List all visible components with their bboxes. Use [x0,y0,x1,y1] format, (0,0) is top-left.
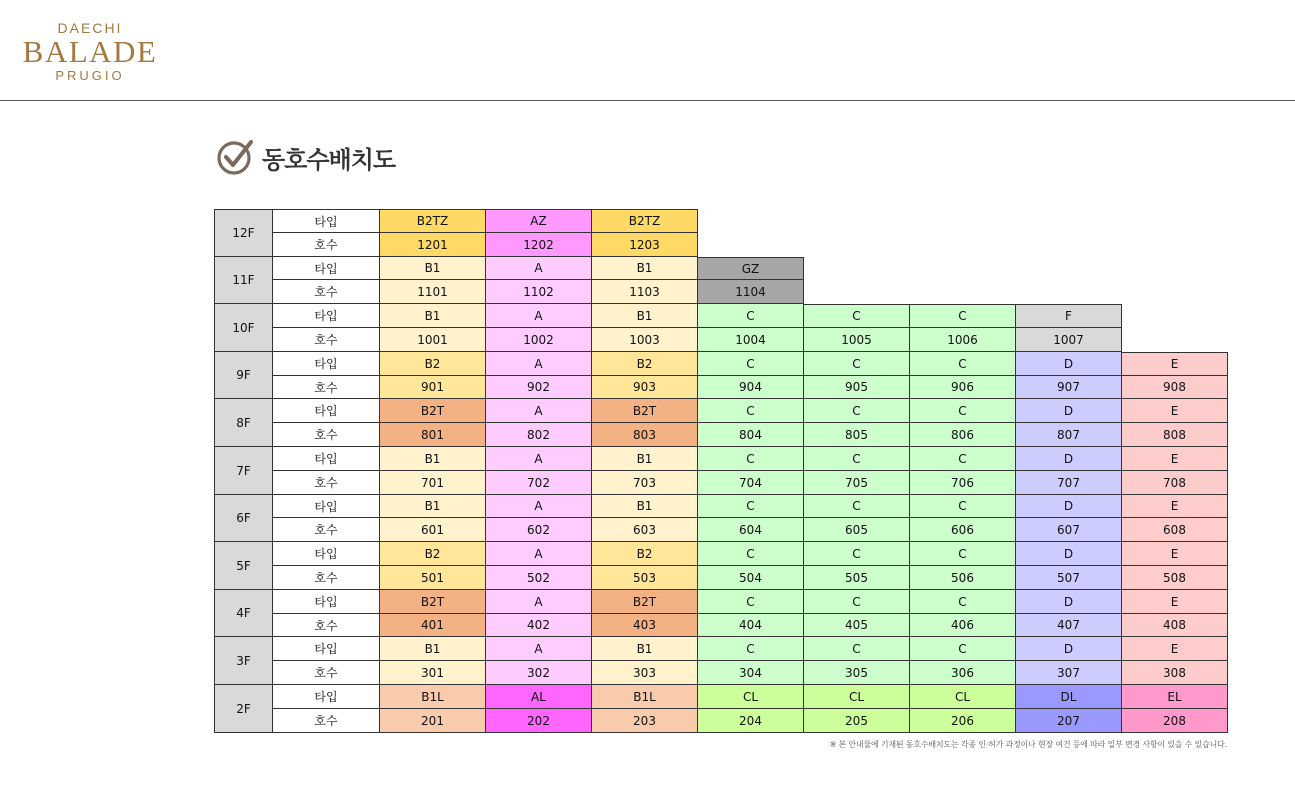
unit-number-cell: 706 [910,471,1016,495]
unit-type-cell: B1 [380,637,486,661]
floor-label: 12F [214,209,273,257]
brand-line-2: BALADE [22,34,158,69]
unit-number-cell: 406 [910,614,1016,637]
unit-type-cell: D [1016,352,1122,376]
type-row-label: 타입 [273,637,380,661]
unit-number-cell: 506 [910,566,1016,590]
unit-type-cell: A [486,495,592,518]
unit-number-cell: 1104 [698,280,804,304]
unit-number-cell: 701 [380,471,486,495]
section-title-text: 동호수배치도 [262,145,396,174]
unit-row-label: 호수 [273,423,380,447]
floor-label: 7F [214,447,273,495]
unit-type-cell: E [1122,399,1228,423]
unit-number-cell: 207 [1016,709,1122,733]
unit-number-cell: 407 [1016,614,1122,637]
unit-row-label: 호수 [273,280,380,304]
unit-number-cell: 204 [698,709,804,733]
unit-number-cell: 1203 [592,233,698,257]
unit-number-cell: 608 [1122,518,1228,542]
unit-number-cell: 403 [592,614,698,637]
unit-type-cell: E [1122,352,1228,376]
unit-number-cell: 1007 [1016,328,1122,352]
floor-label: 2F [214,685,273,733]
unit-number-cell: 401 [380,614,486,637]
unit-type-cell: C [698,590,804,614]
unit-number-cell: 605 [804,518,910,542]
unit-type-cell: D [1016,495,1122,518]
unit-row-label: 호수 [273,614,380,637]
unit-number-cell: 503 [592,566,698,590]
unit-number-cell: 805 [804,423,910,447]
unit-row-label: 호수 [273,661,380,685]
unit-number-cell: 201 [380,709,486,733]
unit-number-cell: 306 [910,661,1016,685]
unit-number-cell: 1001 [380,328,486,352]
unit-type-cell: F [1016,304,1122,328]
unit-type-cell: B1 [592,495,698,518]
unit-type-cell: C [698,495,804,518]
type-row-label: 타입 [273,542,380,566]
unit-type-cell: C [804,352,910,376]
unit-type-cell: C [804,447,910,471]
unit-type-cell: CL [910,685,1016,709]
unit-type-cell: C [804,590,910,614]
page-header [0,0,1295,101]
floor-label: 6F [214,495,273,542]
unit-number-cell: 606 [910,518,1016,542]
unit-number-cell: 901 [380,376,486,399]
unit-type-cell: E [1122,495,1228,518]
unit-number-cell: 908 [1122,376,1228,399]
check-circle-icon [216,138,254,176]
unit-type-cell: B1 [592,304,698,328]
unit-type-cell: A [486,447,592,471]
unit-type-cell: D [1016,399,1122,423]
unit-number-cell: 708 [1122,471,1228,495]
unit-number-cell: 704 [698,471,804,495]
unit-number-cell: 705 [804,471,910,495]
unit-row-label: 호수 [273,471,380,495]
unit-type-cell: D [1016,590,1122,614]
footnote: ※ 본 안내물에 기재된 동호수배치도는 각종 인·허가 과정이나 현장 여건 등에 따라 일부 변경 사항이 있을 수 있습니다. [829,740,1227,749]
unit-number-cell: 1004 [698,328,804,352]
unit-type-cell: C [804,495,910,518]
unit-type-cell: B1L [592,685,698,709]
unit-type-cell: AZ [486,209,592,233]
unit-number-cell: 203 [592,709,698,733]
unit-number-cell: 906 [910,376,1016,399]
section-title [216,137,395,177]
unit-type-cell: C [910,399,1016,423]
unit-type-cell: B2T [380,590,486,614]
unit-number-cell: 1006 [910,328,1016,352]
unit-number-cell: 1102 [486,280,592,304]
unit-type-cell: AL [486,685,592,709]
unit-number-cell: 1201 [380,233,486,257]
unit-number-cell: 803 [592,423,698,447]
unit-row-label: 호수 [273,328,380,352]
unit-type-cell: A [486,637,592,661]
unit-type-cell: C [804,542,910,566]
unit-type-cell: A [486,304,592,328]
unit-number-cell: 303 [592,661,698,685]
unit-type-cell: B1 [592,257,698,280]
unit-type-cell: B2T [380,399,486,423]
type-row-label: 타입 [273,399,380,423]
unit-type-cell: B2TZ [380,209,486,233]
unit-type-cell: B2 [380,542,486,566]
unit-type-cell: B1 [592,637,698,661]
unit-number-cell: 508 [1122,566,1228,590]
unit-number-cell: 1101 [380,280,486,304]
unit-number-cell: 602 [486,518,592,542]
unit-type-cell: CL [698,685,804,709]
unit-type-cell: C [910,447,1016,471]
unit-type-cell: C [698,637,804,661]
unit-number-cell: 806 [910,423,1016,447]
unit-number-cell: 507 [1016,566,1122,590]
unit-type-cell: B2 [380,352,486,376]
type-row-label: 타입 [273,685,380,709]
unit-type-cell: E [1122,637,1228,661]
unit-number-cell: 802 [486,423,592,447]
unit-type-cell: B2T [592,590,698,614]
unit-type-cell: B2TZ [592,209,698,233]
unit-number-cell: 402 [486,614,592,637]
unit-type-cell: B1 [380,495,486,518]
unit-number-cell: 208 [1122,709,1228,733]
unit-type-cell: D [1016,447,1122,471]
unit-type-cell: A [486,590,592,614]
unit-type-cell: B1 [592,447,698,471]
unit-type-cell: A [486,542,592,566]
unit-number-cell: 905 [804,376,910,399]
unit-number-cell: 302 [486,661,592,685]
unit-number-cell: 807 [1016,423,1122,447]
floor-label: 10F [214,304,273,352]
unit-number-cell: 607 [1016,518,1122,542]
unit-type-cell: B1L [380,685,486,709]
unit-type-cell: D [1016,542,1122,566]
unit-type-cell: D [1016,637,1122,661]
unit-type-cell: C [698,542,804,566]
unit-number-cell: 1002 [486,328,592,352]
type-row-label: 타입 [273,495,380,518]
unit-number-cell: 804 [698,423,804,447]
unit-type-cell: GZ [698,257,804,280]
unit-row-label: 호수 [273,566,380,590]
floor-label: 11F [214,257,273,304]
unit-number-cell: 202 [486,709,592,733]
unit-number-cell: 405 [804,614,910,637]
unit-type-cell: C [698,399,804,423]
floor-label: 3F [214,637,273,685]
unit-type-cell: C [698,352,804,376]
unit-number-cell: 501 [380,566,486,590]
unit-type-cell: A [486,257,592,280]
unit-row-label: 호수 [273,376,380,399]
type-row-label: 타입 [273,447,380,471]
unit-number-cell: 902 [486,376,592,399]
unit-number-cell: 504 [698,566,804,590]
floor-label: 8F [214,399,273,447]
unit-type-cell: C [910,352,1016,376]
unit-number-cell: 1003 [592,328,698,352]
unit-type-cell: DL [1016,685,1122,709]
unit-number-cell: 205 [804,709,910,733]
unit-number-cell: 702 [486,471,592,495]
unit-type-cell: E [1122,447,1228,471]
unit-type-cell: C [910,542,1016,566]
floor-label: 4F [214,590,273,637]
unit-type-cell: A [486,399,592,423]
unit-row-label: 호수 [273,518,380,542]
unit-number-cell: 304 [698,661,804,685]
unit-type-cell: B2 [592,542,698,566]
unit-type-cell: EL [1122,685,1228,709]
unit-type-cell: A [486,352,592,376]
brand-line-1: DAECHI [57,20,123,36]
type-row-label: 타입 [273,304,380,328]
unit-number-cell: 502 [486,566,592,590]
unit-type-cell: B2 [592,352,698,376]
unit-number-cell: 907 [1016,376,1122,399]
unit-type-cell: B1 [380,447,486,471]
unit-type-cell: C [910,495,1016,518]
floor-label: 5F [214,542,273,590]
unit-type-cell: B2T [592,399,698,423]
unit-number-cell: 604 [698,518,804,542]
unit-type-cell: C [910,590,1016,614]
unit-type-cell: C [804,637,910,661]
unit-type-cell: C [910,637,1016,661]
unit-number-cell: 601 [380,518,486,542]
unit-type-cell: C [804,399,910,423]
unit-number-cell: 305 [804,661,910,685]
unit-row-label: 호수 [273,709,380,733]
type-row-label: 타입 [273,209,380,233]
unit-number-cell: 308 [1122,661,1228,685]
type-row-label: 타입 [273,257,380,280]
unit-number-cell: 307 [1016,661,1122,685]
unit-type-cell: E [1122,542,1228,566]
unit-number-cell: 904 [698,376,804,399]
unit-number-cell: 801 [380,423,486,447]
unit-type-cell: B1 [380,304,486,328]
unit-number-cell: 408 [1122,614,1228,637]
brand-logo[interactable] [20,20,160,84]
unit-number-cell: 603 [592,518,698,542]
type-row-label: 타입 [273,590,380,614]
brand-line-3: PRUGIO [55,68,125,83]
unit-type-cell: CL [804,685,910,709]
unit-number-cell: 1103 [592,280,698,304]
unit-number-cell: 1202 [486,233,592,257]
unit-number-cell: 206 [910,709,1016,733]
unit-number-cell: 703 [592,471,698,495]
unit-type-cell: E [1122,590,1228,614]
unit-number-cell: 903 [592,376,698,399]
type-row-label: 타입 [273,352,380,376]
unit-type-cell: C [910,304,1016,328]
unit-number-cell: 404 [698,614,804,637]
unit-number-cell: 1005 [804,328,910,352]
unit-number-cell: 808 [1122,423,1228,447]
unit-number-cell: 301 [380,661,486,685]
unit-number-cell: 505 [804,566,910,590]
unit-type-cell: C [698,304,804,328]
floor-label: 9F [214,352,273,399]
unit-type-cell: C [698,447,804,471]
unit-row-label: 호수 [273,233,380,257]
unit-type-cell: B1 [380,257,486,280]
unit-type-cell: C [804,304,910,328]
unit-number-cell: 707 [1016,471,1122,495]
